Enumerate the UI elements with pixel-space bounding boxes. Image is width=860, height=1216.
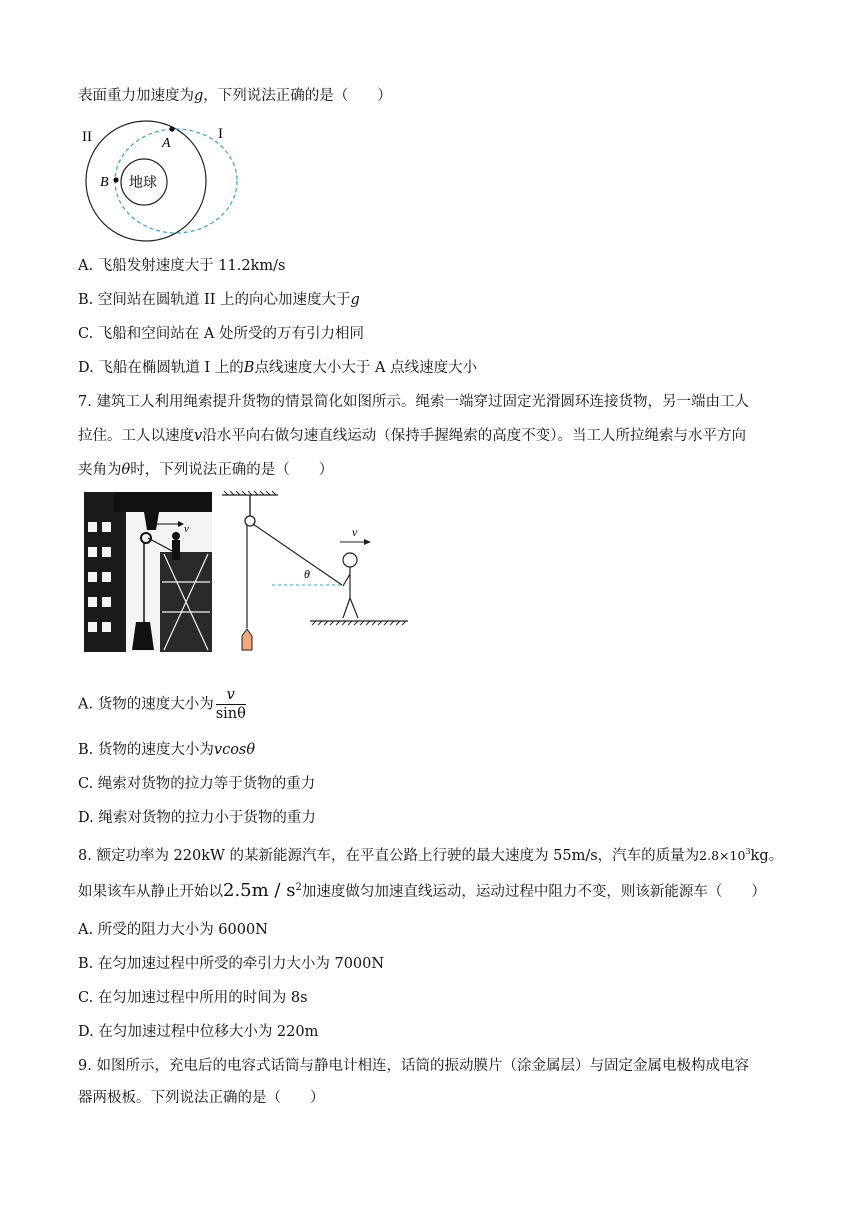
q9-stem-line2: 器两极板。下列说法正确的是（ ） [78, 1090, 325, 1106]
q6-option-d: D. 飞船在椭圆轨道 I 上的B点线速度大小大于 A 点线速度大小 [78, 360, 478, 376]
q7-stem-line2: 拉住。工人以速度v沿水平向右做匀速直线运动（保持手握绳索的高度不变）。当工人所拉绳索与水平方向 [78, 428, 746, 444]
q8-stem-line2: 如果该车从静止开始以$2.5m / s^2$加速度做匀加速直线运动，运动过程中阻力不变，则该新能源车（ ） [78, 879, 766, 901]
rope-diagram [218, 490, 418, 655]
q7-option-b: B. 货物的速度大小为vcosθ [78, 742, 256, 758]
orbit-diagram [78, 118, 248, 248]
q6-stem-tail: 表面重力加速度为g，下列说法正确的是（ ） [78, 88, 392, 104]
q6-option-b: B. 空间站在圆轨道 II 上的向心加速度大于g [78, 292, 360, 308]
q8-option-c: C. 在匀加速过程中所用的时间为 8s [78, 990, 308, 1006]
q7-option-c: C. 绳索对货物的拉力等于货物的重力 [78, 776, 316, 792]
label-A: A [162, 136, 171, 151]
q9-stem-line1: 9. 如图所示，充电后的电容式话筒与静电计相连，话筒的振动膜片（涂金属层）与固定金属电极构成电容 [78, 1058, 749, 1074]
q7-stem-line3: 夹角为θ时，下列说法正确的是（ ） [78, 462, 334, 478]
q7-stem-line1: 7. 建筑工人利用绳索提升货物的情景简化如图所示。绳索一端穿过固定光滑圆环连接货物，另一端由工人 [78, 394, 749, 410]
q8-option-b: B. 在匀加速过程中所受的牵引力大小为 7000N [78, 956, 385, 972]
earth-label: 地球 [129, 175, 157, 191]
q6-option-a: A. 飞船发射速度大于 11.2km/s [78, 258, 286, 274]
label-I: I [218, 126, 223, 142]
cargo [242, 629, 252, 650]
q7-option-d: D. 绳索对货物的拉力小于货物的重力 [78, 810, 316, 826]
q8-option-d: D. 在匀加速过程中位移大小为 220m [78, 1024, 319, 1040]
q7-option-a: A. 货物的速度大小为 $\frac{v}{\sin\theta}$ [78, 687, 246, 722]
diagram-v-label: v [352, 525, 358, 539]
label-B: B [100, 175, 109, 190]
photo-v-label: v [184, 523, 189, 535]
q8-option-a: A. 所受的阻力大小为 6000N [78, 922, 268, 938]
point-B [113, 177, 118, 182]
label-II: II [82, 129, 92, 145]
theta-label: θ [304, 567, 310, 581]
point-A [169, 126, 174, 131]
worker-head [343, 553, 357, 567]
q8-stem-line1: 8. 额定功率为 220kW 的某新能源汽车，在平直公路上行驶的最大速度为 55m/s，汽车的质量为$2.8\times 10^3kg$。 [78, 847, 784, 864]
construction-photo [84, 492, 212, 652]
fraction: $\frac{v}{\sin\theta}$ [215, 687, 246, 722]
q6-option-c: C. 飞船和空间站在 A 处所受的万有引力相同 [78, 326, 364, 342]
